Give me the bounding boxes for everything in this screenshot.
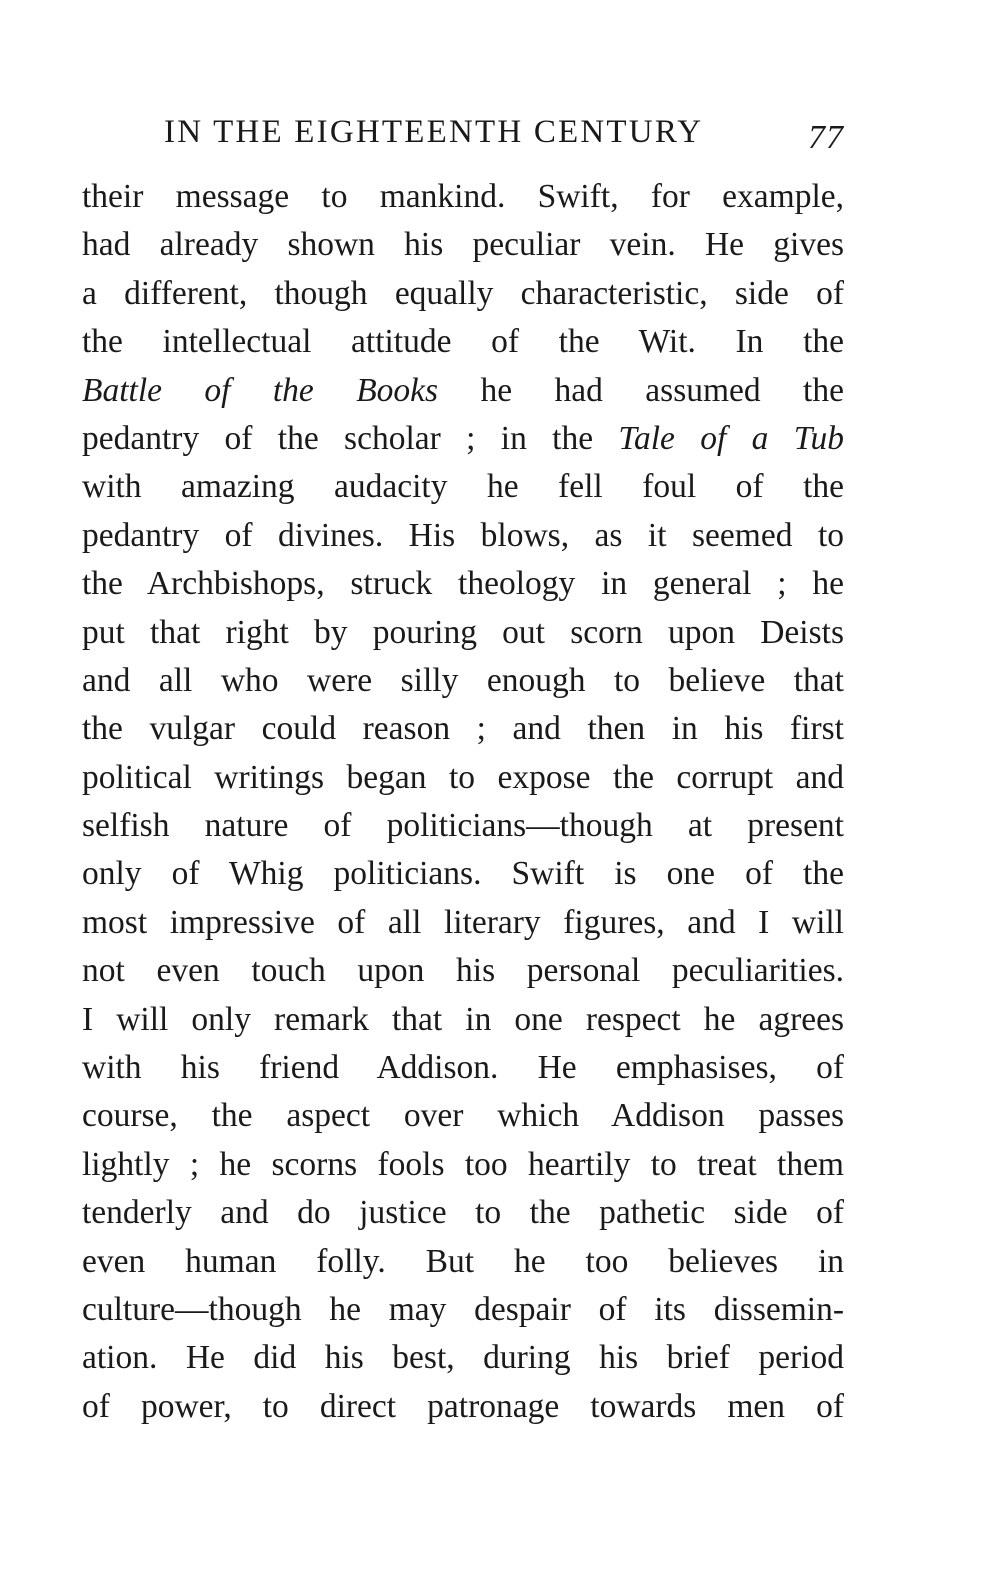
running-title: IN THE EIGHTEENTH CENTURY <box>164 114 704 150</box>
text-line <box>82 173 844 221</box>
text-segment: the Archbishops, struck theology in general ; he <box>82 565 844 603</box>
text-line <box>82 1092 844 1140</box>
text-segment: the vulgar could reason ; and then in his first <box>82 710 844 748</box>
text-segment: ation. He did his best, during his brief period <box>82 1339 844 1377</box>
text-segment: even human folly. But he too believes in <box>82 1242 844 1280</box>
italic-title: Battle of the Books <box>82 371 439 409</box>
text-segment: a different, though equally characteristic, side of <box>82 274 844 312</box>
text-segment: pedantry of the scholar ; in the <box>82 419 619 457</box>
text-line <box>82 899 844 947</box>
body-text <box>82 173 844 1431</box>
text-segment: with his friend Addison. He emphasises, of <box>82 1049 844 1087</box>
text-segment: not even touch upon his personal peculiarities. <box>82 952 844 990</box>
text-line <box>82 1383 844 1431</box>
text-line <box>82 705 844 753</box>
text-segment: culture—though he may despair of its dissemin- <box>82 1290 844 1328</box>
text-line <box>82 1141 844 1189</box>
text-segment: had already shown his peculiar vein. He gives <box>82 226 844 264</box>
text-segment: he had assumed the <box>438 371 844 409</box>
text-line <box>82 1189 844 1237</box>
text-segment: pedantry of divines. His blows, as it seemed to <box>82 516 844 554</box>
text-segment: tenderly and do justice to the pathetic side of <box>82 1194 844 1232</box>
text-segment: their message to mankind. Swift, for example, <box>82 178 844 215</box>
text-line <box>82 996 844 1044</box>
text-segment: with amazing audacity he fell foul of the <box>82 468 844 506</box>
text-segment: put that right by pouring out scorn upon Deists <box>82 613 844 651</box>
text-line <box>82 850 844 898</box>
text-segment: I will only remark that in one respect he agrees <box>82 1000 844 1038</box>
text-segment: and all who were silly enough to believe that <box>82 661 844 699</box>
text-line <box>82 415 844 463</box>
text-line <box>82 560 844 608</box>
running-head <box>82 108 844 156</box>
text-line <box>82 221 844 269</box>
text-segment: course, the aspect over which Addison passes <box>82 1097 844 1135</box>
text-line <box>82 802 844 850</box>
text-line <box>82 947 844 995</box>
text-line <box>82 463 844 511</box>
text-line <box>82 1286 844 1334</box>
text-segment: political writings began to expose the corrupt and <box>82 758 844 796</box>
text-segment: lightly ; he scorns fools too heartily to treat them <box>82 1145 844 1183</box>
text-line <box>82 1044 844 1092</box>
text-segment: of power, to direct patronage towards men of <box>82 1387 844 1425</box>
text-line <box>82 1238 844 1286</box>
italic-title: Tale of a Tub <box>618 419 844 457</box>
text-line <box>82 270 844 318</box>
text-line <box>82 1334 844 1382</box>
text-line <box>82 367 844 415</box>
text-line <box>82 609 844 657</box>
page-number: 77 <box>808 119 844 156</box>
text-segment: selfish nature of politicians—though at present <box>82 807 844 845</box>
text-line <box>82 512 844 560</box>
text-segment: most impressive of all literary figures, and I will <box>82 903 844 941</box>
text-line <box>82 657 844 705</box>
text-segment: the intellectual attitude of the Wit. In the <box>82 323 844 361</box>
text-line <box>82 318 844 366</box>
text-line <box>82 754 844 802</box>
text-segment: only of Whig politicians. Swift is one of the <box>82 855 844 893</box>
